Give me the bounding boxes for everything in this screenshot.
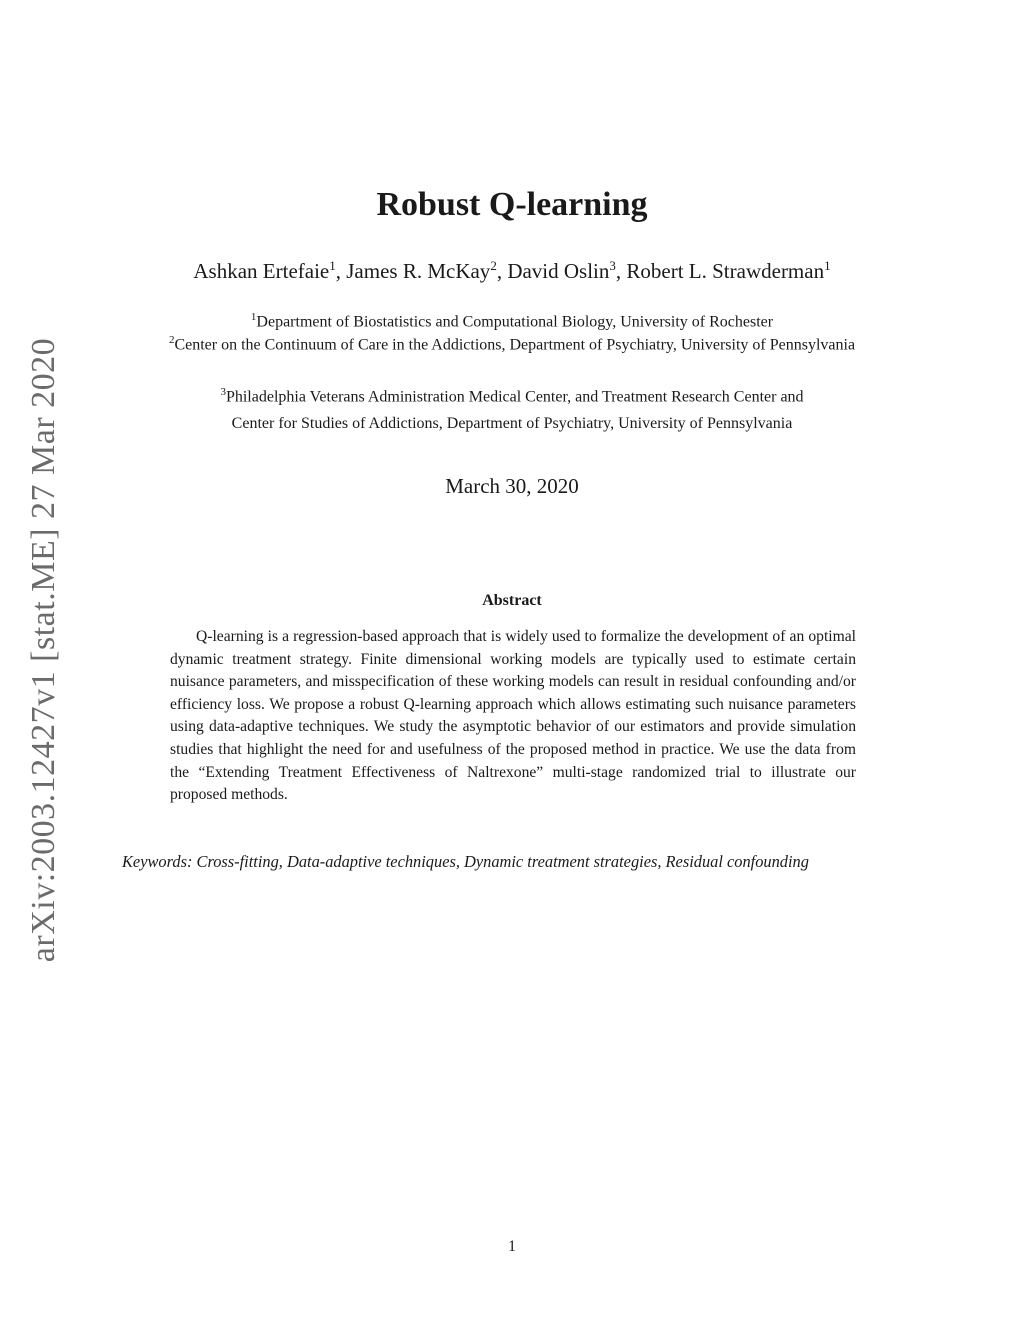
author: Ashkan Ertefaie$^1$,: [193, 258, 347, 283]
affiliation-mark: 3: [609, 258, 616, 273]
affiliation-mark: 1: [824, 258, 831, 273]
arxiv-identifier-text: arXiv:2003.12427v1 [stat.ME] 27 Mar 2020: [25, 337, 62, 963]
author: Robert L. Strawderman$^1$: [626, 258, 831, 283]
author: David Oslin$^3$,: [507, 258, 627, 283]
paper-date: March 30, 2020: [445, 474, 579, 498]
affiliation-1: $^1$Department of Biostatistics and Computational Biology, University of Rochester: [250, 311, 774, 331]
author: James R. McKay$^2$,: [346, 258, 508, 283]
abstract-heading: Abstract: [482, 592, 542, 609]
affiliation-mark: 1: [329, 258, 336, 273]
keywords: Keywords: Cross-fitting, Data-adaptive techniques, Dynamic treatment strategies, Residual confounding: [122, 852, 809, 871]
affiliation-2: $^2$Center on the Continuum of Care in the Addictions, Department of Psychiatry, University of Pennsylvania: [168, 334, 856, 354]
abstract-body: Q-learning is a regression-based approach that is widely used to formalize the development of an optimal dynamic treatment strategy. Finite dimensional working models are typically used to estimate certain nuisance parameters, and misspecification of these working models can result in residual confounding and/or efficiency loss. We propose a robust Q-learning approach which allows estimating such nuisance parameters using data-adaptive techniques. We study the asymptotic behavior of our estimators and provide simulation studies that highlight the need for and usefulness of the proposed method in practice. We use the data from the “Extending Treatment Effectiveness of Naltrexone” multi-stage randomized trial to illustrate our proposed methods.: [170, 628, 856, 804]
page-number: 1: [508, 1238, 516, 1255]
affiliation-3: $^3$Philadelphia Veterans Administration Medical Center, and Treatment Research Center and: [220, 386, 804, 406]
affiliation-3-continued: Center for Studies of Addictions, Department of Psychiatry, University of Pennsylvania: [231, 415, 793, 432]
paper-title: Robust Q-learning: [376, 186, 648, 223]
arxiv-identifier-stamp: [18, 337, 70, 963]
affiliation-mark: 2: [490, 258, 497, 273]
author-list: [0, 258, 1024, 284]
